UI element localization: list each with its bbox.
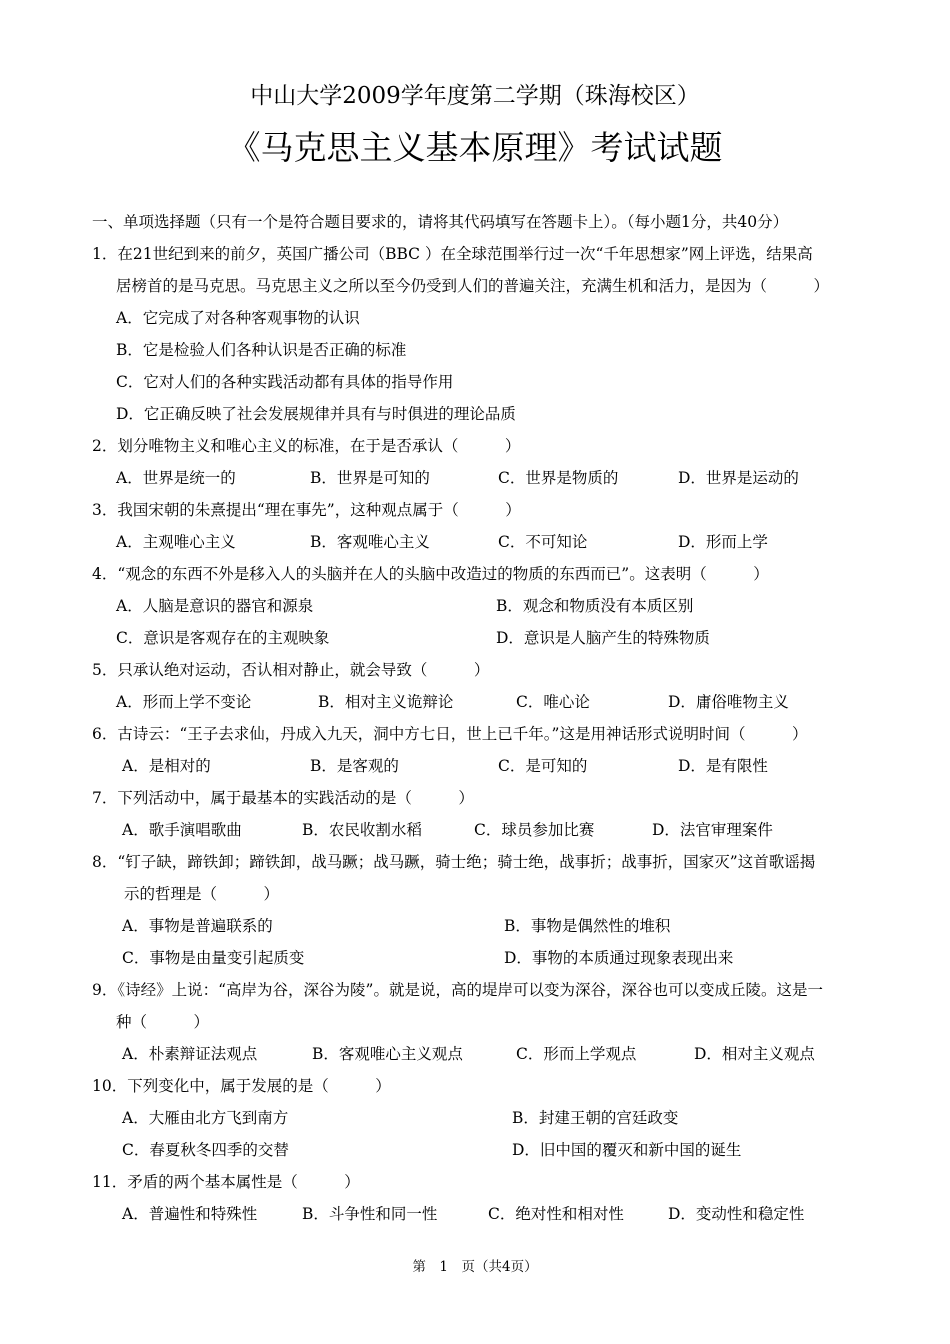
question-1-stem-cont: 居榜首的是马克思。马克思主义之所以至今仍受到人们的普遍关注，充满生机和活力，是因为（ ） [116, 277, 830, 295]
exam-header-school-term: 中山大学2009学年度第二学期（珠海校区） [250, 83, 700, 109]
question-11-option-a: A．普遍性和特殊性 [122, 1205, 258, 1223]
question-4-option-c: C．意识是客观存在的主观映象 [116, 629, 330, 647]
question-10-stem: 10．下列变化中，属于发展的是（ ） [92, 1077, 391, 1095]
question-2-option-d: D．世界是运动的 [678, 469, 799, 487]
question-10-option-b: B．封建王朝的宫廷政变 [512, 1109, 679, 1127]
question-3-stem: 3．我国宋朝的朱熹提出“理在事先”，这种观点属于（ ） [92, 501, 521, 519]
question-7-option-c: C．球员参加比赛 [474, 821, 595, 839]
question-9-stem-cont: 种（ ） [116, 1013, 210, 1031]
question-9-option-c: C．形而上学观点 [516, 1045, 637, 1063]
question-8-option-c: C．事物是由量变引起质变 [122, 949, 305, 967]
question-7-option-d: D．法官审理案件 [652, 821, 773, 839]
question-2-option-c: C．世界是物质的 [498, 469, 619, 487]
question-11-option-b: B．斗争性和同一性 [302, 1205, 438, 1223]
question-11-option-d: D．变动性和稳定性 [668, 1205, 805, 1223]
question-1-option-c: C．它对人们的各种实践活动都有具体的指导作用 [116, 373, 454, 391]
question-11-option-c: C．绝对性和相对性 [488, 1205, 624, 1223]
question-6-option-a: A．是相对的 [122, 757, 211, 775]
question-6-option-b: B．是客观的 [310, 757, 399, 775]
question-7-option-b: B．农民收割水稻 [302, 821, 422, 839]
question-2-option-a: A．世界是统一的 [116, 469, 236, 487]
question-8-option-d: D．事物的本质通过现象表现出来 [504, 949, 734, 967]
question-7-stem: 7．下列活动中，属于最基本的实践活动的是（ ） [92, 789, 474, 807]
question-2-stem: 2．划分唯物主义和唯心主义的标准，在于是否承认（ ） [92, 437, 521, 455]
question-6-stem: 6．古诗云：“王子去求仙，丹成入九天，洞中方七日，世上已千年。”这是用神话形式说明时间（ ） [92, 725, 808, 743]
question-1-option-d: D．它正确反映了社会发展规律并具有与时俱进的理论品质 [116, 405, 516, 423]
question-3-option-c: C．不可知论 [498, 533, 588, 551]
section-heading: 一、单项选择题（只有一个是符合题目要求的，请将其代码填写在答题卡上）。（每小题1分，共40分） [92, 213, 789, 231]
question-4-stem: 4．“观念的东西不外是移入人的头脑并在人的头脑中改造过的物质的东西而已”。这表明（ ） [92, 565, 769, 583]
question-8-option-a: A．事物是普遍联系的 [122, 917, 273, 935]
question-6-option-d: D．是有限性 [678, 757, 768, 775]
question-5-stem: 5．只承认绝对运动，否认相对静止，就会导致（ ） [92, 661, 490, 679]
question-10-option-c: C．春夏秋冬四季的交替 [122, 1141, 289, 1159]
question-1-option-b: B．它是检验人们各种认识是否正确的标准 [116, 341, 407, 359]
question-9-option-b: B．客观唯心主义观点 [312, 1045, 463, 1063]
question-3-option-b: B．客观唯心主义 [310, 533, 430, 551]
question-7-option-a: A．歌手演唱歌曲 [122, 821, 242, 839]
question-2-option-b: B．世界是可知的 [310, 469, 430, 487]
exam-title: 《马克思主义基本原理》考试试题 [227, 128, 723, 167]
question-11-stem: 11．矛盾的两个基本属性是（ ） [92, 1173, 360, 1191]
question-5-option-d: D．庸俗唯物主义 [668, 693, 789, 711]
page-number-footer: 第 1 页（共4页） [412, 1259, 538, 1275]
question-9-option-a: A．朴素辩证法观点 [122, 1045, 258, 1063]
question-4-option-d: D．意识是人脑产生的特殊物质 [496, 629, 710, 647]
question-8-stem: 8．“钉子缺，蹄铁卸；蹄铁卸，战马蹶；战马蹶，骑士绝；骑士绝，战事折；战事折，国家灭”这首歌谣揭 [92, 853, 816, 871]
question-10-option-d: D．旧中国的覆灭和新中国的诞生 [512, 1141, 742, 1159]
question-3-option-a: A．主观唯心主义 [116, 533, 236, 551]
question-10-option-a: A．大雁由北方飞到南方 [122, 1109, 289, 1127]
question-8-stem-cont: 示的哲理是（ ） [124, 885, 280, 903]
question-6-option-c: C．是可知的 [498, 757, 588, 775]
question-4-option-a: A．人脑是意识的器官和源泉 [116, 597, 314, 615]
question-5-option-c: C．唯心论 [516, 693, 590, 711]
question-9-stem: 9．《诗经》上说：“高岸为谷，深谷为陵”。就是说，高的堤岸可以变为深谷，深谷也可以变成丘陵。这是一 [92, 981, 823, 999]
question-1-stem: 1．在21世纪到来的前夕，英国广播公司（BBC ）在全球范围举行过一次“千年思想家”网上评选，结果高 [92, 245, 813, 263]
question-1-option-a: A．它完成了对各种客观事物的认识 [116, 309, 360, 327]
question-5-option-a: A．形而上学不变论 [116, 693, 252, 711]
question-4-option-b: B．观念和物质没有本质区别 [496, 597, 694, 615]
question-3-option-d: D．形而上学 [678, 533, 768, 551]
question-9-option-d: D．相对主义观点 [694, 1045, 815, 1063]
question-5-option-b: B．相对主义诡辩论 [318, 693, 454, 711]
question-8-option-b: B．事物是偶然性的堆积 [504, 917, 671, 935]
